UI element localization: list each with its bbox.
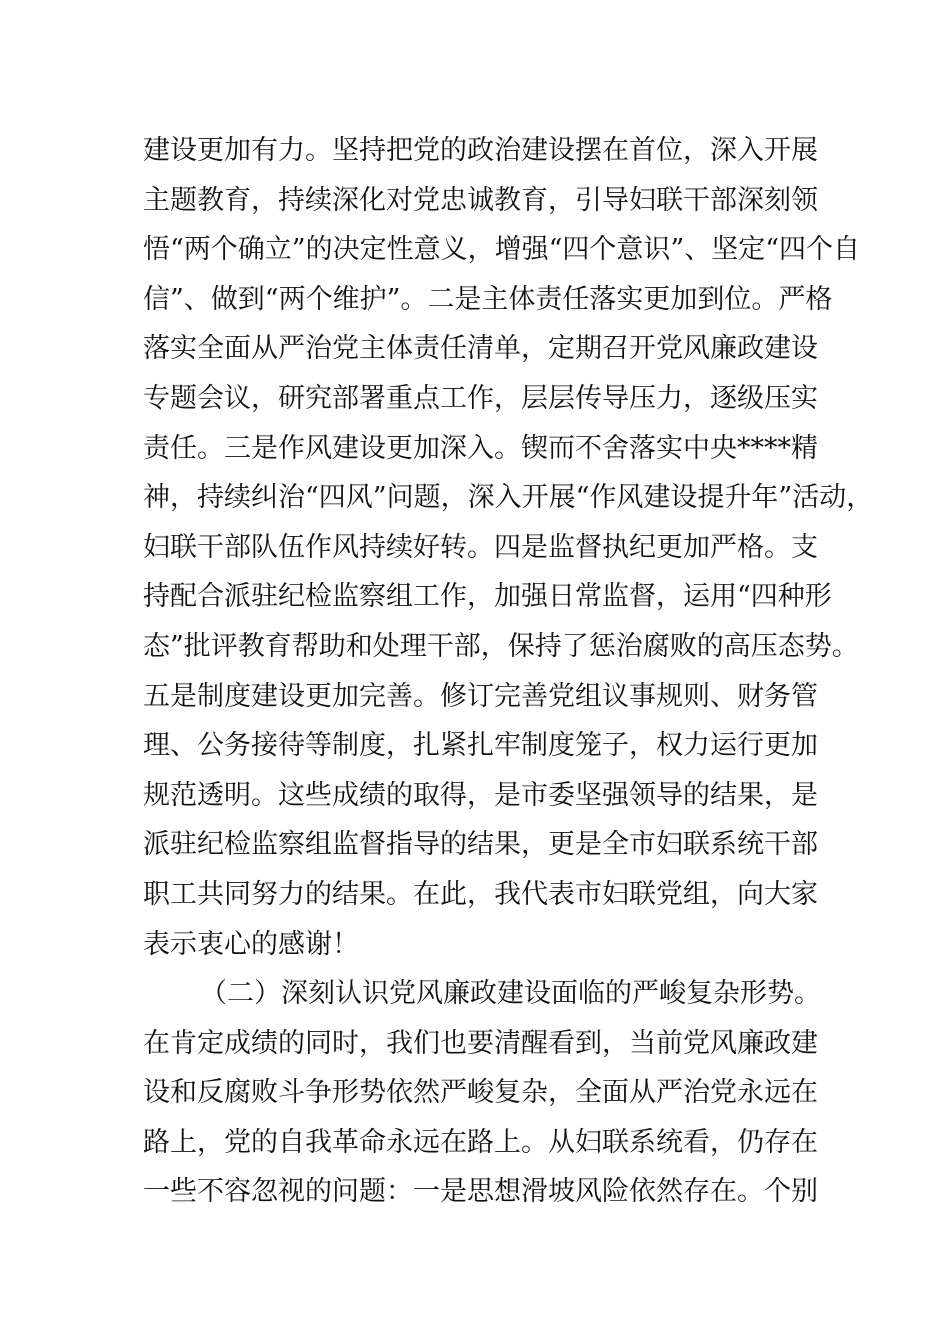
text-line-13: 理、公务接待等制度，扎紧扎牢制度笼子，权力运行更加 xyxy=(143,730,818,762)
text-line-10: 持配合派驻纪检监察组工作，加强日常监督，运用“四种形 xyxy=(143,581,832,613)
section-heading: （二）深刻认识党风廉政建设面临的严峻复杂形势。 xyxy=(200,978,821,1010)
text-line-15: 派驻纪检监察组监督指导的结果，更是全市妇联系统干部 xyxy=(143,829,818,861)
text-line-14: 规范透明。这些成绩的取得，是市委坚强领导的结果，是 xyxy=(143,779,818,811)
text-line-11: 态”批评教育帮助和处理干部，保持了惩治腐败的高压态势。 xyxy=(143,630,859,662)
text-line-20: 设和反腐败斗争形势依然严峻复杂，全面从严治党永远在 xyxy=(143,1077,818,1109)
text-line-2: 主题教育，持续深化对党忠诚教育，引导妇联干部深刻领 xyxy=(143,184,818,216)
text-line-12: 五是制度建设更加完善。修订完善党组议事规则、财务管 xyxy=(143,680,818,712)
text-line-21: 路上，党的自我革命永远在路上。从妇联系统看，仍存在 xyxy=(143,1126,818,1158)
text-line-22: 一些不容忽视的问题：一是思想滑坡风险依然存在。个别 xyxy=(143,1176,818,1208)
text-line-8: 神，持续纠治“四风”问题，深入开展“作风建设提升年”活动， xyxy=(143,482,874,514)
text-line-4: 信”、做到“两个维护”。二是主体责任落实更加到位。严格 xyxy=(143,283,833,315)
text-line-1: 建设更加有力。坚持把党的政治建设摆在首位，深入开展 xyxy=(143,135,818,166)
text-line-5: 落实全面从严治党主体责任清单，定期召开党风廉政建设 xyxy=(143,333,818,365)
text-line-16: 职工共同努力的结果。在此，我代表市妇联党组，向大家 xyxy=(143,878,818,910)
text-line-19: 在肯定成绩的同时，我们也要清醒看到，当前党风廉政建 xyxy=(143,1027,818,1059)
text-line-7: 责任。三是作风建设更加深入。锲而不舍落实中央****精 xyxy=(143,432,818,464)
text-line-6: 专题会议，研究部署重点工作，层层传导压力，逐级压实 xyxy=(143,382,818,414)
text-line-3: 悟“两个确立”的决定性意义，增强“四个意识”、坚定“四个自 xyxy=(143,234,861,266)
text-line-9: 妇联干部队伍作风持续好转。四是监督执纪更加严格。支 xyxy=(143,531,818,563)
body-text xyxy=(143,126,874,1217)
text-line-17: 表示衷心的感谢！ xyxy=(143,928,359,960)
